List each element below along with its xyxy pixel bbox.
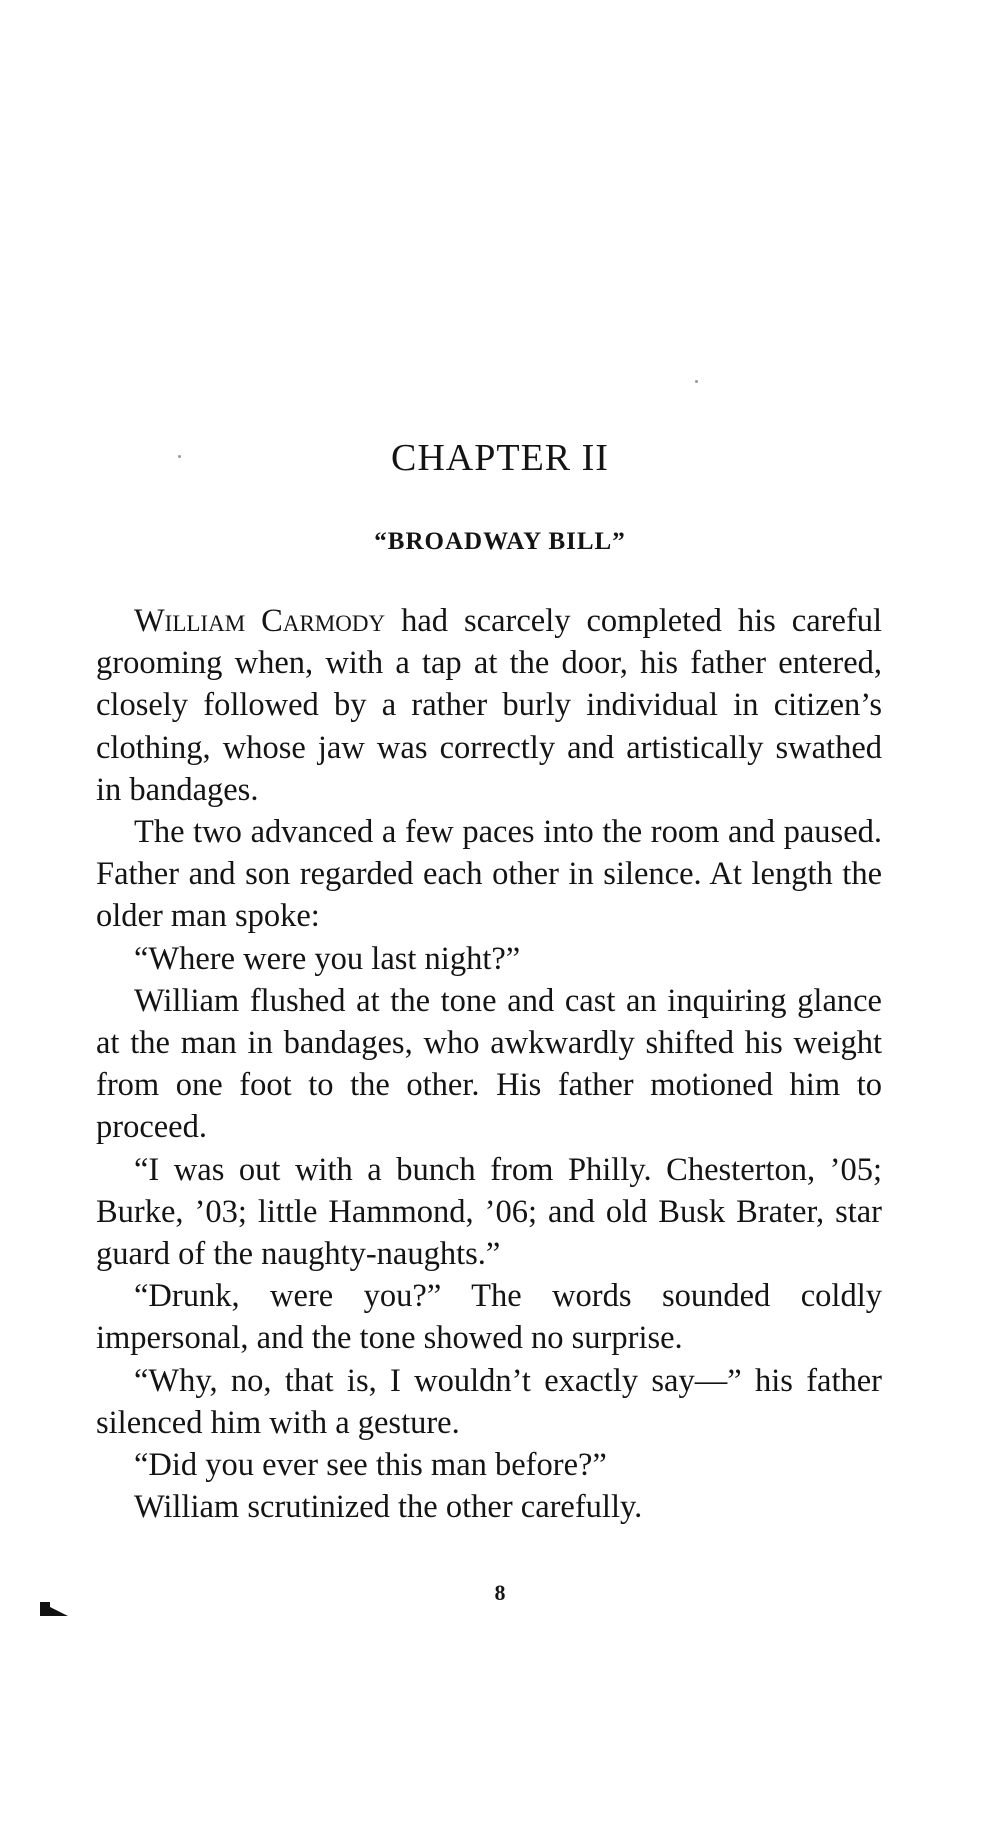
paragraph-lead-name: William Carmody (134, 603, 386, 639)
paragraph: “I was out with a bunch from Philly. Chesterton, ’05; Burke, ’03; little Hammond, ’06; and old Busk Brater, star guard of the naughty-naughts.” (96, 1151, 882, 1273)
paragraph: “Did you ever see this man before?” (134, 1447, 607, 1484)
paragraph: William scrutinized the other carefully. (134, 1489, 643, 1526)
chapter-heading: CHAPTER II (391, 437, 609, 479)
paragraph (96, 600, 882, 811)
paragraph-text: had scarcely completed his careful grooming when, with a tap at the door, his father entered, closely followed by a rather burly individual in citizen’s clothing, whose jaw was correctly and artistically swathed in bandages. (96, 603, 882, 808)
paragraph: William flushed at the tone and cast an inquiring glance at the man in bandages, who awkwardly shifted his weight from one foot to the other. His father motioned him to proceed. (96, 982, 882, 1146)
paragraph: “Why, no, that is, I wouldn’t exactly say—” his father silenced him with a gesture. (96, 1362, 882, 1441)
paper-speck (695, 380, 698, 383)
body-text (96, 600, 882, 1528)
scan-corner-mark (40, 1602, 68, 1616)
paragraph: “Where were you last night?” (134, 940, 521, 977)
chapter-subtitle: “BROADWAY BILL” (374, 528, 626, 555)
page-number: 8 (494, 1580, 506, 1605)
paragraph: The two advanced a few paces into the room and paused. Father and son regarded each other in silence. At length the older man spoke: (96, 814, 882, 935)
paragraph: “Drunk, were you?” The words sounded coldly impersonal, and the tone showed no surprise. (96, 1278, 882, 1357)
